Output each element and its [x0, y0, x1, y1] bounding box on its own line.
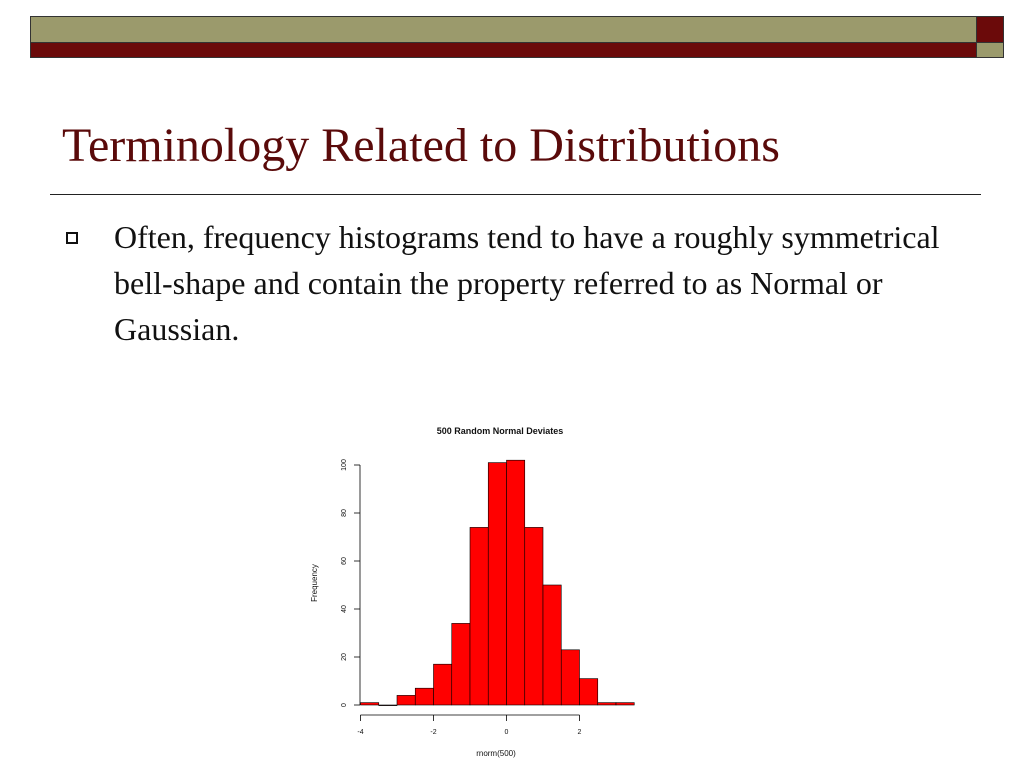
header-decoration-bar [30, 16, 1004, 58]
header-olive-square [977, 43, 1003, 57]
header-red-band [31, 43, 977, 57]
histogram-chart [300, 418, 660, 768]
histogram-bar-7 [488, 463, 506, 705]
histogram-bar-8 [507, 460, 525, 705]
x-axis [357, 715, 581, 736]
y-tick-label-2: 40 [341, 605, 348, 613]
histogram-bar-4 [434, 664, 452, 705]
bullet-text: Often, frequency histograms tend to have a roughly symmetrical bell-shape and contain the property referred to as Normal or Gaussian. [114, 219, 940, 347]
histogram-bar-9 [525, 527, 543, 705]
histogram-bar-13 [598, 703, 616, 705]
hollow-square-bullet-icon [66, 232, 78, 244]
slide-title: Terminology Related to Distributions [62, 119, 780, 172]
histogram-bar-0 [361, 703, 379, 705]
chart-title: 500 Random Normal Deviates [436, 426, 564, 436]
histogram-svg [300, 418, 660, 768]
x-tick-label-2: 0 [504, 729, 509, 736]
header-red-square [977, 17, 1003, 43]
y-tick-label-5: 100 [341, 459, 348, 471]
histogram-bar-10 [543, 585, 561, 705]
histogram-bar-6 [470, 527, 488, 705]
y-axis-label: Frequency [310, 564, 319, 602]
histogram-bar-3 [415, 688, 433, 705]
y-tick-label-0: 0 [341, 703, 348, 707]
x-tick-label-3: 2 [577, 729, 582, 736]
histogram-bar-11 [561, 650, 579, 705]
y-tick-label-1: 20 [341, 653, 348, 661]
y-tick-label-4: 80 [341, 509, 348, 517]
histogram-bar-12 [580, 679, 598, 705]
histogram-bar-2 [397, 695, 415, 705]
y-axis [341, 459, 360, 707]
bars-group [361, 460, 635, 705]
y-tick-label-3: 60 [341, 557, 348, 565]
histogram-bar-14 [616, 703, 634, 705]
histogram-bar-1 [379, 705, 397, 706]
x-axis-label: rnorm(500) [476, 749, 516, 758]
histogram-bar-5 [452, 623, 470, 705]
header-olive-band [31, 17, 977, 43]
title-divider [50, 194, 981, 195]
x-tick-label-1: -2 [430, 729, 437, 736]
x-tick-label-0: -4 [357, 729, 364, 736]
